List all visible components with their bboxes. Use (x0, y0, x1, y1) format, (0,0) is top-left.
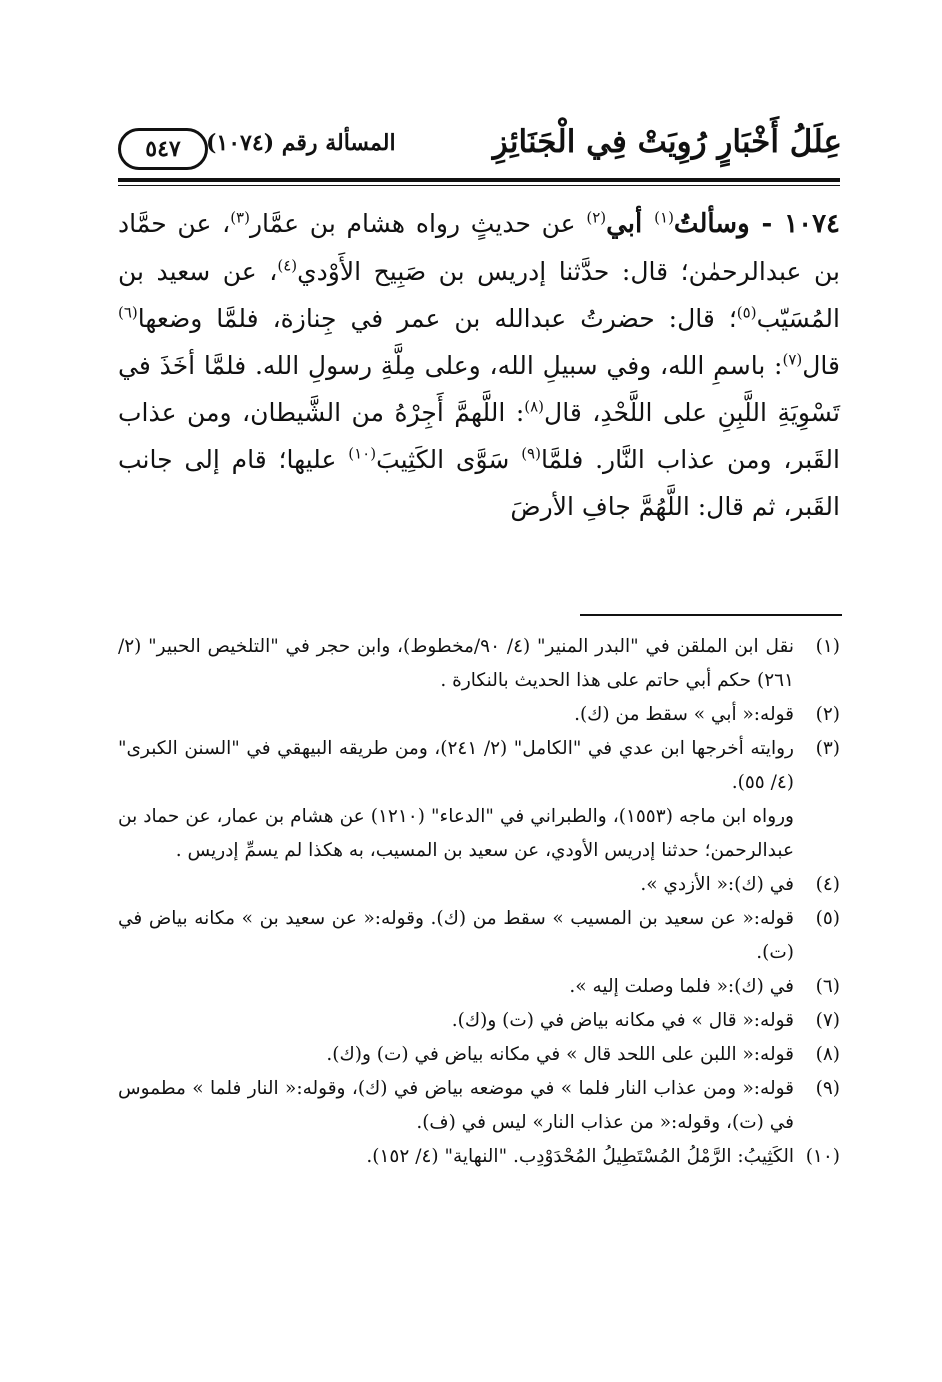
main-text (118, 200, 840, 530)
text-segment: قال (802, 351, 840, 380)
text-segment: ، عن حمَّاد بن عبدالرحمٰن؛ قال: حدَّثنا إدريس بن صَبِيح الأَوْدي (118, 209, 840, 286)
footnote-text: قوله:« أبي » سقط من (ك). (574, 704, 794, 725)
footnote (118, 1004, 840, 1038)
page-header (110, 118, 842, 170)
main-paragraph (118, 200, 840, 530)
footnote-text: قوله:« اللبن على اللحد قال » في مكانه بياض في (ت) و(ك). (326, 1044, 794, 1065)
footnote-ref: (٦) (118, 303, 138, 322)
footnote-text: في (ك):« فلما وصلت إليه ». (569, 976, 794, 997)
footnote-text: قوله:« قال » في مكانه بياض في (ت) و(ك). (451, 1010, 794, 1031)
footnote-ref: (٨) (524, 397, 545, 416)
footnote (118, 1140, 840, 1174)
footnote-ref: (٢) (586, 208, 607, 227)
footnote-text: قوله:« ومن عذاب النار فلما » في موضعه بياض في (ك)، وقوله:« النار فلما » مطموس في (ت)، وقوله:« من عذاب النار» ليس في (ف). (118, 1078, 794, 1133)
header-rule (118, 178, 840, 182)
text-segment: ، عن سعيد بن المُسَيّب (118, 257, 840, 333)
text-segment: عليها؛ قام إلى جانب القَبر، ثم قال: اللَّهُمَّ جافِ الأرضَ (118, 445, 840, 521)
header-rule-thin (118, 185, 840, 186)
footnotes (118, 630, 840, 1174)
footnote-ref: (١) (654, 208, 674, 227)
footnote-number: (٨) (815, 1044, 840, 1065)
footnote-ref: (١٠) (348, 444, 377, 463)
footnote-number: (٣) (815, 738, 840, 759)
footnote-text: الكَثِيبُ: الرَّمْلُ المُسْتَطِيلُ المُحْدَوْدِب. "النهاية" (٤/ ١٥٢). (366, 1146, 794, 1167)
text-segment: سَوَّى الكَثِيبَ (376, 445, 522, 474)
book-title: عِلَلُ أَخْبَارٍ رُوِيَتْ فِي الْجَنَائِزِ (492, 124, 842, 160)
footnote-text: روايته أخرجها ابن عدي في "الكامل" (٢/ ٢٤١)، ومن طريقه البيهقي في "السنن الكبرى"(٤/ ٥٥). (118, 738, 794, 793)
page-number: ٥٤٧ (118, 128, 208, 170)
footnote (118, 1072, 840, 1140)
footnote-ref: (٥) (736, 303, 757, 322)
footnote-ref: (٩) (521, 444, 541, 463)
text-segment: ؛ قال: حضرتُ عبدالله بن عمر في جِنازة، فلمَّا وضعها (137, 304, 737, 333)
footnote-number: (٦) (815, 976, 840, 997)
footnote-number: (٧) (815, 1010, 840, 1031)
footnote (118, 732, 840, 800)
text-segment: : باسمِ الله، وفي سبيلِ الله، وعلى مِلَّةِ رسولِ الله. فلمَّا أخَذَ في تَسْوِيَةِ اللَّبِنِ على اللَّحْدِ، قال (118, 351, 841, 427)
footnote (118, 698, 840, 732)
footnote-number: (٢) (815, 704, 840, 725)
footnote (118, 630, 840, 698)
footnote-text: ورواه ابن ماجه (١٥٥٣)، والطبراني في "الدعاء" (١٢١٠) عن هشام بن عمار، عن حماد بن عبدالرحمن؛ حدثنا إدريس الأودي، عن سعيد بن المسيب، به هكذا لم يسمِّ إدريس . (118, 806, 794, 861)
footnote (118, 1038, 840, 1072)
footnote (118, 902, 840, 970)
issue-label: المسألة رقم (١٠٧٤) (206, 130, 396, 156)
footnote-ref: (٧) (782, 350, 803, 369)
footnote-number: (٤) (815, 874, 840, 895)
footnote (118, 970, 840, 1004)
text-segment: أبي (606, 209, 655, 239)
text-segment: عن حديثٍ رواه هشام بن عمَّار (249, 209, 587, 238)
footnote-ref: (٤) (277, 256, 298, 275)
footnote-number: (٥) (815, 908, 840, 929)
footnote-number: (١) (815, 636, 840, 657)
footnote-number: (٩) (815, 1078, 840, 1099)
footnote-ref: (٣) (230, 208, 250, 227)
footnote-text: قوله:« عن سعيد بن المسيب » سقط من (ك). وقوله:« عن سعيد بن » مكانه بياض في (ت). (118, 908, 794, 963)
footnote-number: (١٠) (805, 1146, 840, 1167)
footnote-text: في (ك):« الأزدي ». (640, 874, 794, 895)
footnote-text: نقل ابن الملقن في "البدر المنير" (٤/ ٩٠/مخطوط)، وابن حجر في "التلخيص الحبير" (٢/ ٢٦١) حكم أبي حاتم على هذا الحديث بالنكارة . (118, 636, 794, 691)
footnote (118, 868, 840, 902)
text-segment: : اللَّهمَّ أَجِرْهُ من الشَّيطان، ومن عذاب القَبر، ومن عذاب النَّار. فلمَّا (118, 398, 840, 474)
footnote-continuation (118, 800, 840, 868)
footnote-separator (580, 614, 842, 616)
issue-lead: ١٠٧٤ - وسألتُ (673, 209, 841, 239)
